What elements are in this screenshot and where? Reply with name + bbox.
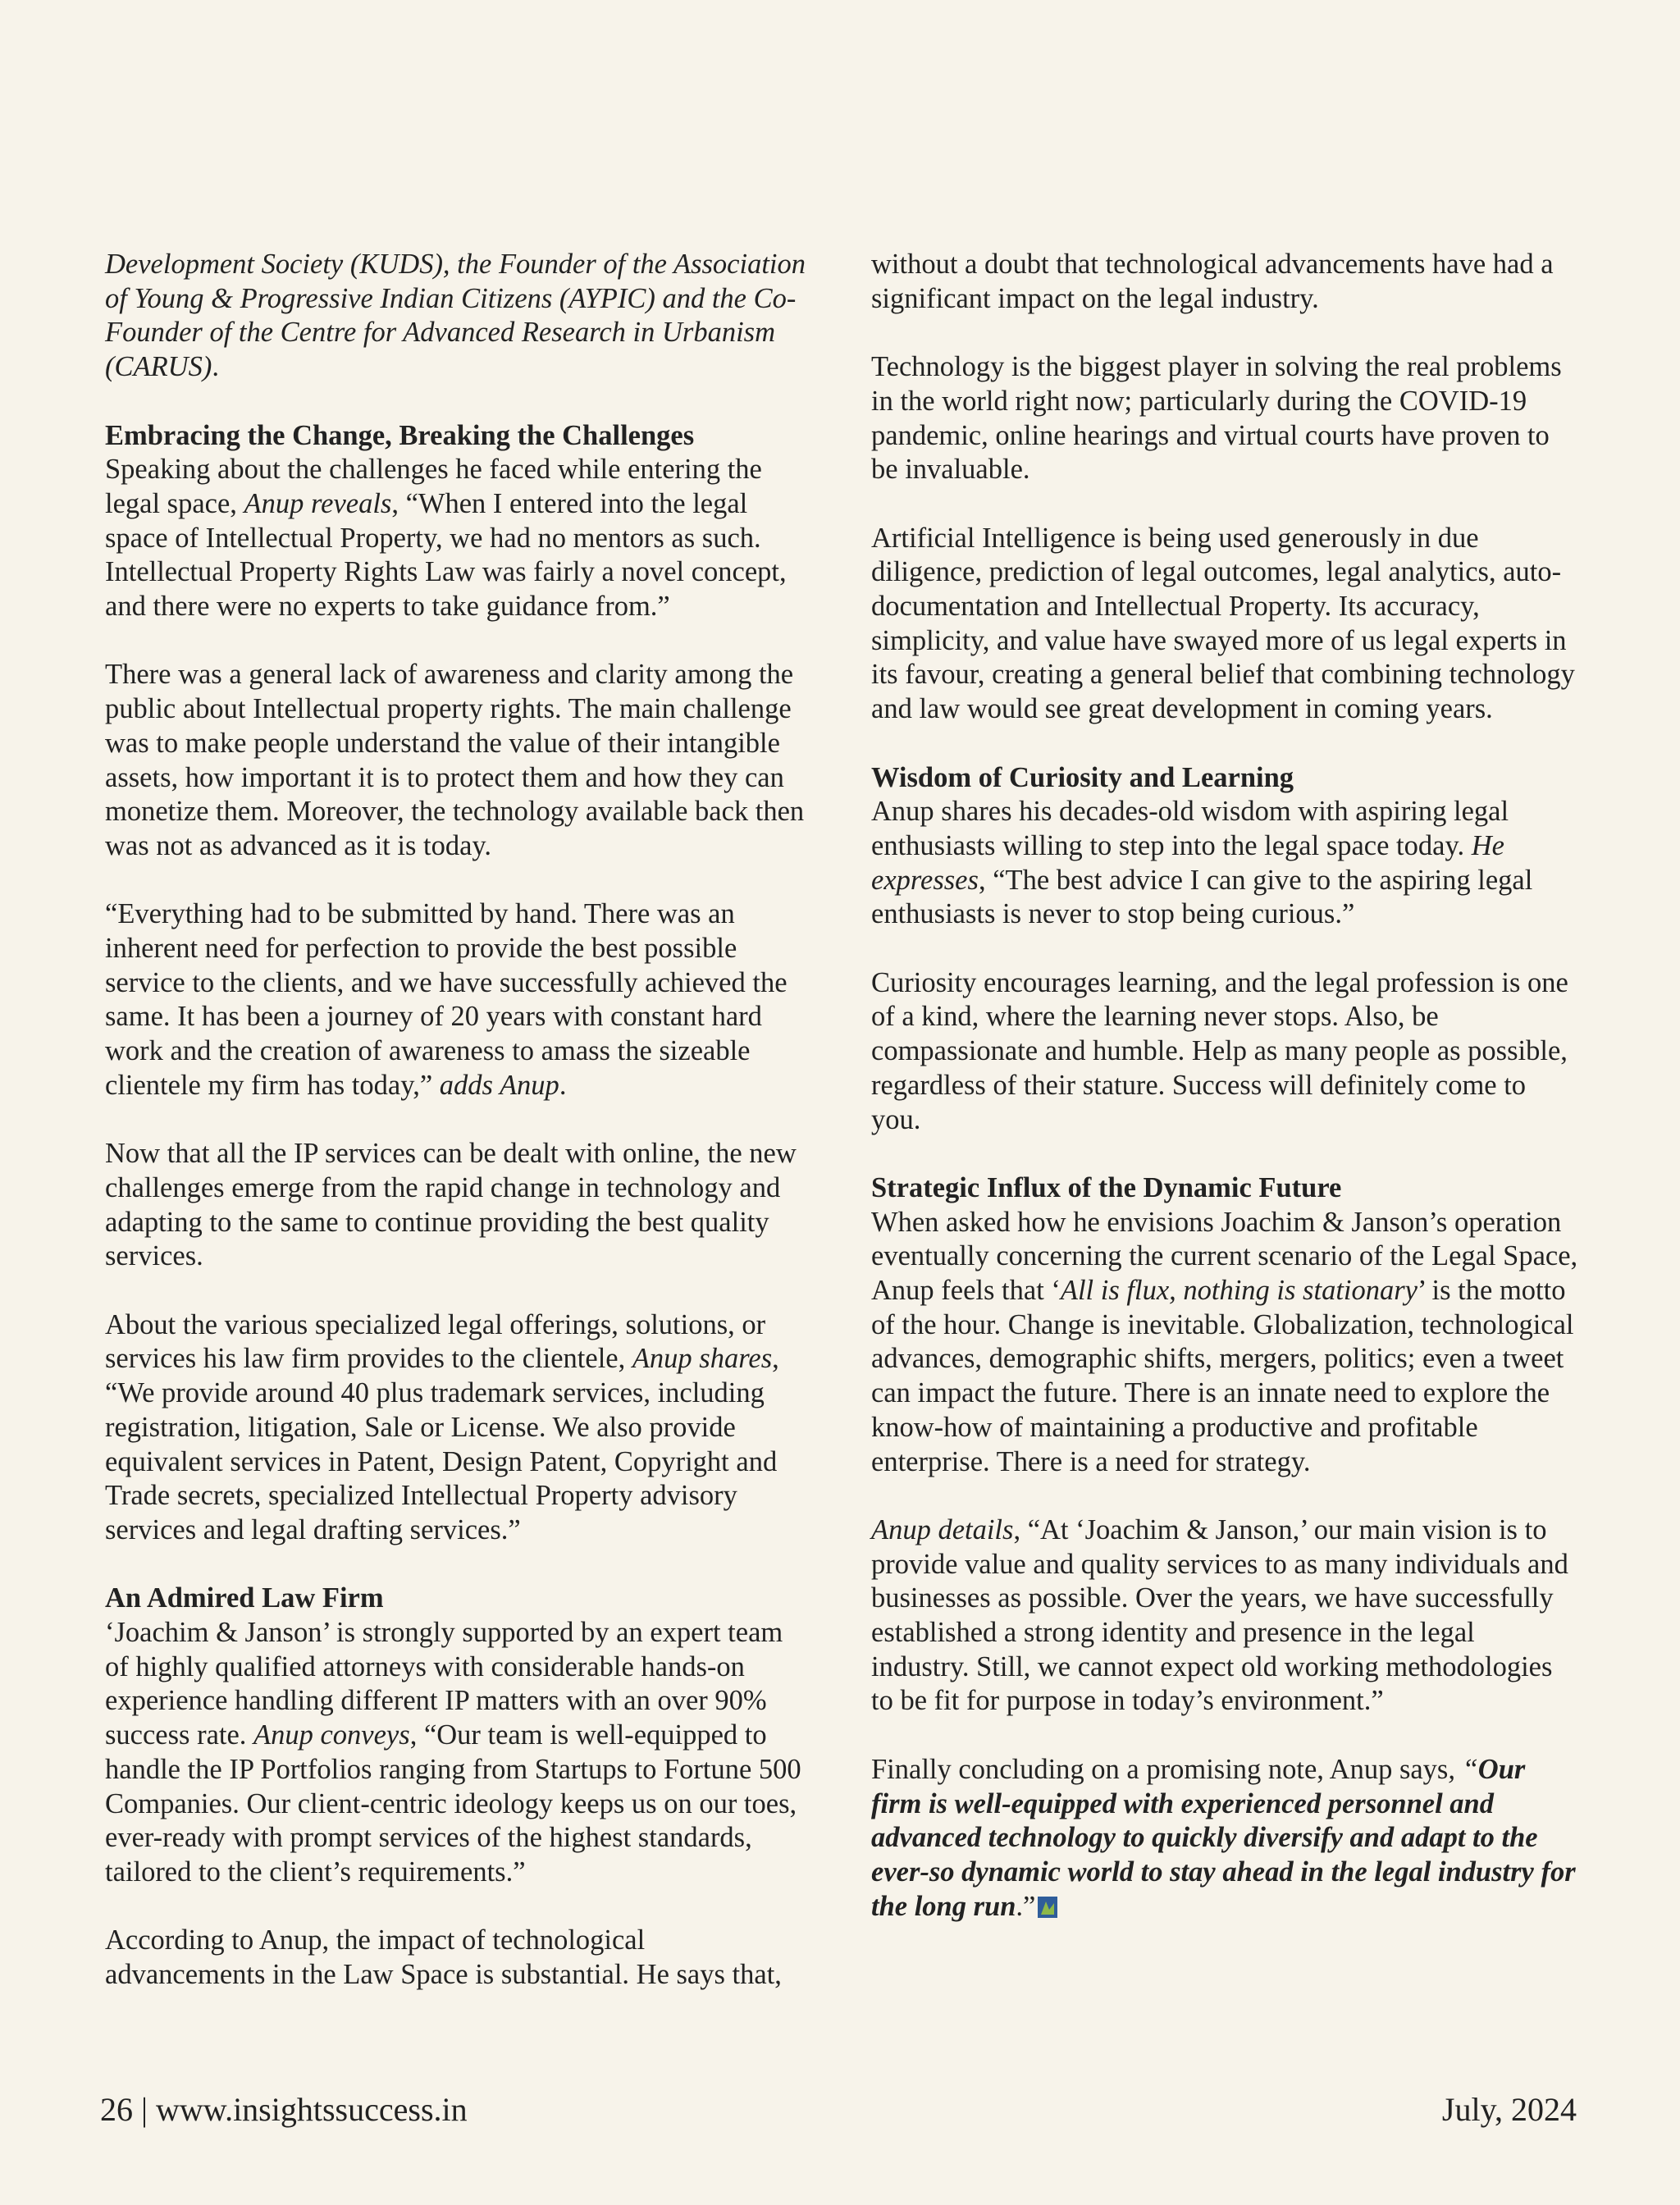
quote: “Everything had to be submitted by hand. There was an inherent need for perfection to provide the best possible service to the clients, and we have successfully achieved the same. It has been a journey of 20 years with constant hard work and the creation of awareness to amass the sizeable clientele my firm has today,” <box>105 898 788 1101</box>
motto: All is flux, nothing is stationary <box>1060 1275 1418 1307</box>
section-heading-admired-law-firm: An Admired Law Firm <box>105 1582 384 1614</box>
paragraph <box>871 1206 1578 1480</box>
paragraph <box>105 897 812 1102</box>
intro-paragraph <box>105 248 812 385</box>
quote: , “The best advice I can give to the aspiring legal enthusiasts is never to stop being curious.” <box>871 864 1533 930</box>
open-quote: , “ <box>1448 1753 1478 1785</box>
intro-italic-text: Development Society (KUDS), the Founder of the Association of Young & Progressive Indian Citizens (AYPIC) and the Co-Founder of the Centre for Advanced Research in Urbanism (CARUS) <box>105 249 806 383</box>
text: ’ is the motto of the hour. Change is inevitable. Globalization, technological advances, demographic shifts, mergers, politics; even a tweet can impact the future. There is an innate need to explore the know-how of maintaining a productive and profitable enterprise. There is a need for strategy. <box>871 1275 1574 1477</box>
section-heading-wisdom-curiosity: Wisdom of Curiosity and Learning <box>871 761 1294 793</box>
paragraph <box>871 1513 1578 1719</box>
attribution: Anup details <box>871 1513 1014 1545</box>
text: Finally concluding on a promising note, Anup says <box>871 1753 1449 1785</box>
paragraph: Technology is the biggest player in solving the real problems in the world right now; particularly during the COVID-19 pandemic, online hearings and virtual courts have proven to be invaluable. <box>871 351 1562 486</box>
text: Speaking about the challenges he faced while entering the legal space, <box>105 454 762 519</box>
quote: , “Our team is well-equipped to handle the IP Portfolios ranging from Startups to Fortune 500 Companies. Our client-centric ideology keeps us on our toes, ever-ready with prompt services of the highest standards, tailored to the client’s requirements.” <box>105 1719 801 1888</box>
paragraph <box>105 1308 812 1548</box>
text: . <box>559 1069 567 1101</box>
quote: , “When I entered into the legal space of Intellectual Property, we had no mentors as such. Intellectual Property Rights Law was fairly a novel concept, and there were no experts to take guidance from.” <box>105 487 787 623</box>
quote: , “We provide around 40 plus trademark services, including registration, litigation, Sale or License. We also provide equivalent services in Patent, Design Patent, Copyright and Trade secrets, specialized Intellectual Property advisory services and legal drafting services.” <box>105 1343 779 1545</box>
attribution: Anup reveals <box>244 487 392 519</box>
section-heading-embracing-change: Embracing the Change, Breaking the Challenges <box>105 419 695 451</box>
quote: , “At ‘Joachim & Janson,’ our main vision is to provide value and quality services to as many individuals and businesses as possible. Over the years, we have successfully established a strong identity and presence in the legal industry. Still, we cannot expect old working methodologies to be fit for purpose in today’s environment.” <box>871 1513 1568 1717</box>
attribution: Anup shares <box>632 1343 773 1375</box>
article-end-mark-icon <box>1038 1897 1057 1918</box>
footer-date: July, 2024 <box>1441 2091 1577 2128</box>
text: When asked how he envisions Joachim & Janson’s operation eventually concerning the current scenario of the Legal Space, Anup feels that ‘ <box>871 1206 1578 1307</box>
close-quote: .” <box>1016 1890 1036 1922</box>
attribution: He expresses <box>871 829 1504 896</box>
section-heading-strategic-influx: Strategic Influx of the Dynamic Future <box>871 1171 1342 1203</box>
paragraph: without a doubt that technological advancements have had a significant impact on the legal industry. <box>871 249 1554 314</box>
paragraph <box>105 453 812 624</box>
paragraph: Now that all the IP services can be dealt with online, the new challenges emerge from the rapid change in technology and adapting to the same to continue providing the best quality services. <box>105 1138 797 1272</box>
paragraph: Curiosity encourages learning, and the legal profession is one of a kind, where the learning never stops. Also, be compassionate and humble. Help as many people as possible, regardless of their stature. Success will definitely come to you. <box>871 966 1568 1135</box>
paragraph <box>871 795 1578 932</box>
attribution: adds Anup <box>439 1069 559 1101</box>
paragraph: There was a general lack of awareness and clarity among the public about Intellectual property rights. The main challenge was to make people understand the value of their intangible assets, how important it is to protect them and how they can monetize them. Moreover, the technology available back then was not as advanced as it is today. <box>105 659 805 861</box>
closing-paragraph <box>871 1753 1578 1924</box>
intro-end: . <box>212 351 219 383</box>
text: About the various specialized legal offerings, solutions, or services his law firm provides to the clientele, <box>105 1308 766 1375</box>
text: ‘Joachim & Janson’ is strongly supported by an expert team of highly qualified attorneys with considerable hands-on experience handling different IP matters with an over 90% success rate. <box>105 1617 783 1751</box>
closing-quote-bold: Our firm is well-equipped with experienced personnel and advanced technology to quickly diversify and adapt to the ever-so dynamic world to stay ahead in the legal industry for the long run <box>871 1753 1576 1922</box>
footer-page-info: 26 | www.insightssuccess.in <box>100 2091 468 2128</box>
attribution: Anup conveys <box>253 1719 410 1751</box>
left-column <box>105 248 812 2026</box>
right-column <box>871 248 1578 1958</box>
paragraph <box>105 1616 812 1890</box>
text: Anup shares his decades-old wisdom with aspiring legal enthusiasts willing to step into the legal space today. <box>871 796 1509 861</box>
paragraph: According to Anup, the impact of technological advancements in the Law Space is substantial. He says that, <box>105 1924 782 1991</box>
paragraph: Artificial Intelligence is being used generously in due diligence, prediction of legal outcomes, legal analytics, auto-documentation and Intellectual Property. Its accuracy, simplicity, and value have swayed more of us legal experts in its favour, creating a general belief that combining technology and law would see great development in coming years. <box>871 522 1575 725</box>
